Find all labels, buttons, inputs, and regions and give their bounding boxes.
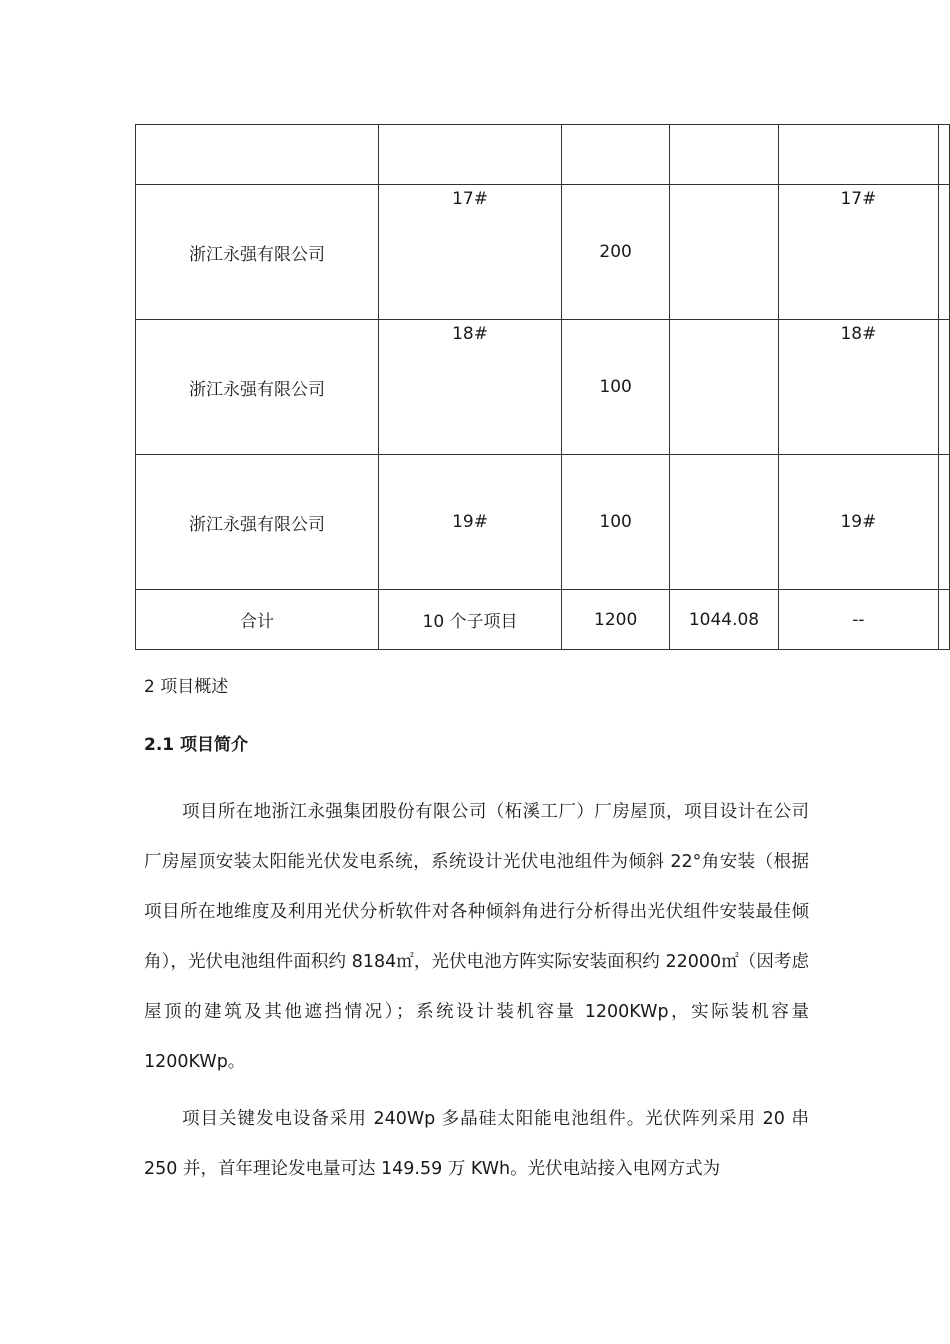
table-cell xyxy=(562,125,670,185)
location-number: 17# xyxy=(840,189,877,209)
table-row xyxy=(136,455,950,590)
building-number: 17# xyxy=(452,189,488,209)
actual-cell xyxy=(670,185,779,320)
table-row xyxy=(136,185,950,320)
table-cell xyxy=(939,320,950,455)
table-header-row xyxy=(136,125,950,185)
subprojects-cell: 10 个子项目 xyxy=(379,590,562,650)
table-row xyxy=(136,320,950,455)
building-cell xyxy=(379,185,562,320)
subsection-title: 2.1 项目简介 xyxy=(144,735,249,755)
table-cell xyxy=(379,125,562,185)
total-location-cell: -- xyxy=(778,590,938,650)
company-cell: 浙江永强有限公司 xyxy=(136,185,379,320)
company-cell: 浙江永强有限公司 xyxy=(136,455,379,590)
location-cell xyxy=(778,185,938,320)
actual-cell xyxy=(670,320,779,455)
table-cell xyxy=(670,125,779,185)
table-cell xyxy=(939,455,950,590)
actual-cell xyxy=(670,455,779,590)
location-cell: 19# xyxy=(778,455,938,590)
body-paragraph: 项目所在地浙江永强集团股份有限公司（柘溪工厂）厂房屋顶，项目设计在公司厂房屋顶安装太阳能光伏发电系统，系统设计光伏电池组件为倾斜 22°角安装（根据项目所在地维度及利用光伏分析软件对各种倾斜角进行分析得出光伏组件安装最佳倾角），光伏电池组件面积约 8184㎡，光伏电池方阵实际安装面积约 22000㎡（因考虑屋顶的建筑及其他遮挡情况）；系统设计装机容量 1200KWp，实际装机容量 1200KWp。 xyxy=(144,802,809,1072)
total-actual-cell: 1044.08 xyxy=(670,590,779,650)
location-cell xyxy=(778,320,938,455)
total-label-cell: 合计 xyxy=(136,590,379,650)
building-cell: 19# xyxy=(379,455,562,590)
table-total-row xyxy=(136,590,950,650)
project-table xyxy=(135,124,950,650)
capacity-cell: 100 xyxy=(562,320,670,455)
table-cell xyxy=(136,125,379,185)
table-cell xyxy=(939,590,950,650)
body-paragraph: 项目关键发电设备采用 240Wp 多晶硅太阳能电池组件。光伏阵列采用 20 串 250 并，首年理论发电量可达 149.59 万 KWh。光伏电站接入电网方式为 xyxy=(144,1109,809,1179)
building-number: 18# xyxy=(452,324,488,344)
capacity-cell: 200 xyxy=(562,185,670,320)
location-number: 18# xyxy=(840,324,877,344)
capacity-cell: 100 xyxy=(562,455,670,590)
table-cell xyxy=(939,185,950,320)
table-cell xyxy=(778,125,938,185)
company-cell: 浙江永强有限公司 xyxy=(136,320,379,455)
table-cell xyxy=(939,125,950,185)
total-capacity-cell: 1200 xyxy=(562,590,670,650)
section-title: 2 项目概述 xyxy=(144,677,229,697)
building-cell xyxy=(379,320,562,455)
